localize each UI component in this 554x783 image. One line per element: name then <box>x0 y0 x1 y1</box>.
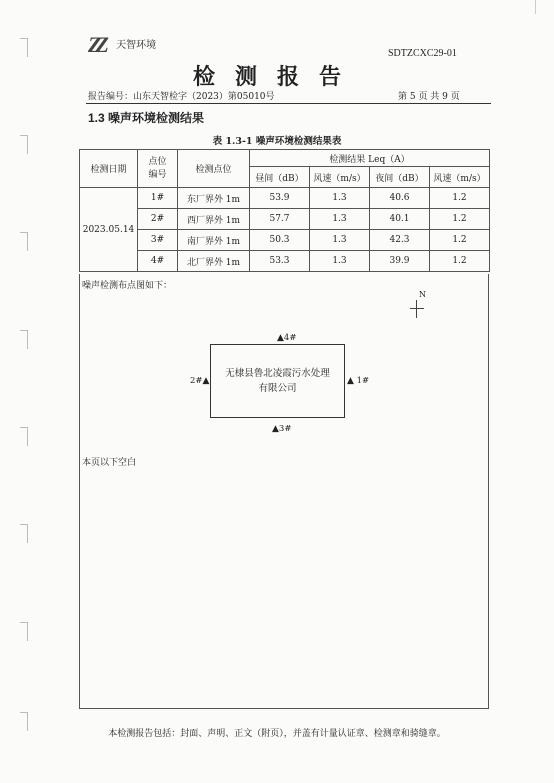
header-night: 夜间（dB） <box>370 167 430 188</box>
point-location-cell: 东厂界外 1m <box>178 188 250 209</box>
point-location-cell: 南厂界外 1m <box>178 230 250 251</box>
report-number: 报告编号：山东天智检字（2023）第05010号 <box>88 92 275 102</box>
wind-night-cell: 1.2 <box>430 188 490 209</box>
binder-mark <box>20 622 28 641</box>
point-no-cell: 1# <box>138 188 178 209</box>
date-cell: 2023.05.14 <box>80 188 138 272</box>
point-no-cell: 2# <box>138 209 178 230</box>
header-point-location: 检测点位 <box>178 150 250 188</box>
wind-day-cell: 1.3 <box>310 251 370 272</box>
wind-day-cell: 1.3 <box>310 209 370 230</box>
north-arrow-vertical <box>416 300 417 318</box>
point-2-marker <box>190 376 209 386</box>
wind-night-cell: 1.2 <box>430 209 490 230</box>
binder-mark <box>20 232 28 251</box>
table-header-row <box>80 150 490 167</box>
page-number: 第 5 页 共 9 页 <box>398 92 460 102</box>
edge-mark <box>535 0 536 14</box>
table-row <box>80 188 490 209</box>
header-date: 检测日期 <box>80 150 138 188</box>
page-title: 检测报告 <box>192 64 361 90</box>
north-label: N <box>419 290 426 299</box>
plant-name-line2: 有限公司 <box>258 383 297 394</box>
blank-note: 本页以下空白 <box>82 458 137 468</box>
wind-day-cell: 1.3 <box>310 230 370 251</box>
night-cell: 42.3 <box>370 230 430 251</box>
doc-code: SDTZCXC29-01 <box>388 48 457 59</box>
noise-results-table <box>79 149 490 272</box>
binder-mark <box>20 427 28 446</box>
day-cell: 50.3 <box>250 230 310 251</box>
binder-mark <box>20 330 28 349</box>
point-4-label: 4# <box>283 333 297 343</box>
table-row <box>80 209 490 230</box>
company-name: 天智环境 <box>116 40 157 51</box>
point-no-cell: 4# <box>138 251 178 272</box>
binder-mark <box>20 38 28 57</box>
point-location-cell: 西厂界外 1m <box>178 209 250 230</box>
table-row <box>80 251 490 272</box>
night-cell: 40.1 <box>370 209 430 230</box>
header-day: 昼间（dB） <box>250 167 310 188</box>
triangle-icon: ▲ <box>202 376 210 386</box>
binder-mark <box>20 524 28 543</box>
triangle-icon: ▲ <box>277 333 284 343</box>
header-wind-night: 风速（m/s） <box>430 167 490 188</box>
section-heading: 1.3 噪声环境检测结果 <box>88 111 205 125</box>
point-1-label: 1# <box>356 376 370 386</box>
header-rule <box>86 103 491 104</box>
point-location-cell: 北厂界外 1m <box>178 251 250 272</box>
table-row <box>80 230 490 251</box>
point-2-label: 2# <box>190 376 203 386</box>
point-4-marker <box>277 333 296 343</box>
header-point-no: 点位 编号 <box>138 150 178 188</box>
point-3-label: 3# <box>278 424 292 434</box>
footer-note: 本检测报告包括：封面、声明、正文（附页），并盖有计量认证章、检测章和骑缝章。 <box>108 729 446 739</box>
point-1-marker <box>347 376 369 386</box>
night-cell: 40.6 <box>370 188 430 209</box>
header-result: 检测结果 Leq（A） <box>250 150 490 167</box>
day-cell: 53.3 <box>250 251 310 272</box>
day-cell: 53.9 <box>250 188 310 209</box>
plant-name-line1: 无棣县鲁北凌霞污水处理 <box>225 368 330 379</box>
night-cell: 39.9 <box>370 251 430 272</box>
layout-label: 噪声检测布点图如下： <box>82 281 173 291</box>
triangle-icon: ▲ <box>272 424 279 434</box>
logo-mark-icon: ZZ <box>88 32 103 57</box>
point-no-cell: 3# <box>138 230 178 251</box>
header-wind-day: 风速（m/s） <box>310 167 370 188</box>
point-3-marker <box>272 424 291 434</box>
wind-day-cell: 1.3 <box>310 188 370 209</box>
plant-boundary <box>210 344 345 418</box>
wind-night-cell: 1.2 <box>430 230 490 251</box>
day-cell: 57.7 <box>250 209 310 230</box>
company-logo <box>88 32 156 58</box>
table-title: 表 1.3-1 噪声环境检测结果表 <box>212 136 342 147</box>
triangle-icon: ▲ <box>347 376 354 386</box>
north-arrow-horizontal <box>410 308 424 309</box>
wind-night-cell: 1.2 <box>430 251 490 272</box>
